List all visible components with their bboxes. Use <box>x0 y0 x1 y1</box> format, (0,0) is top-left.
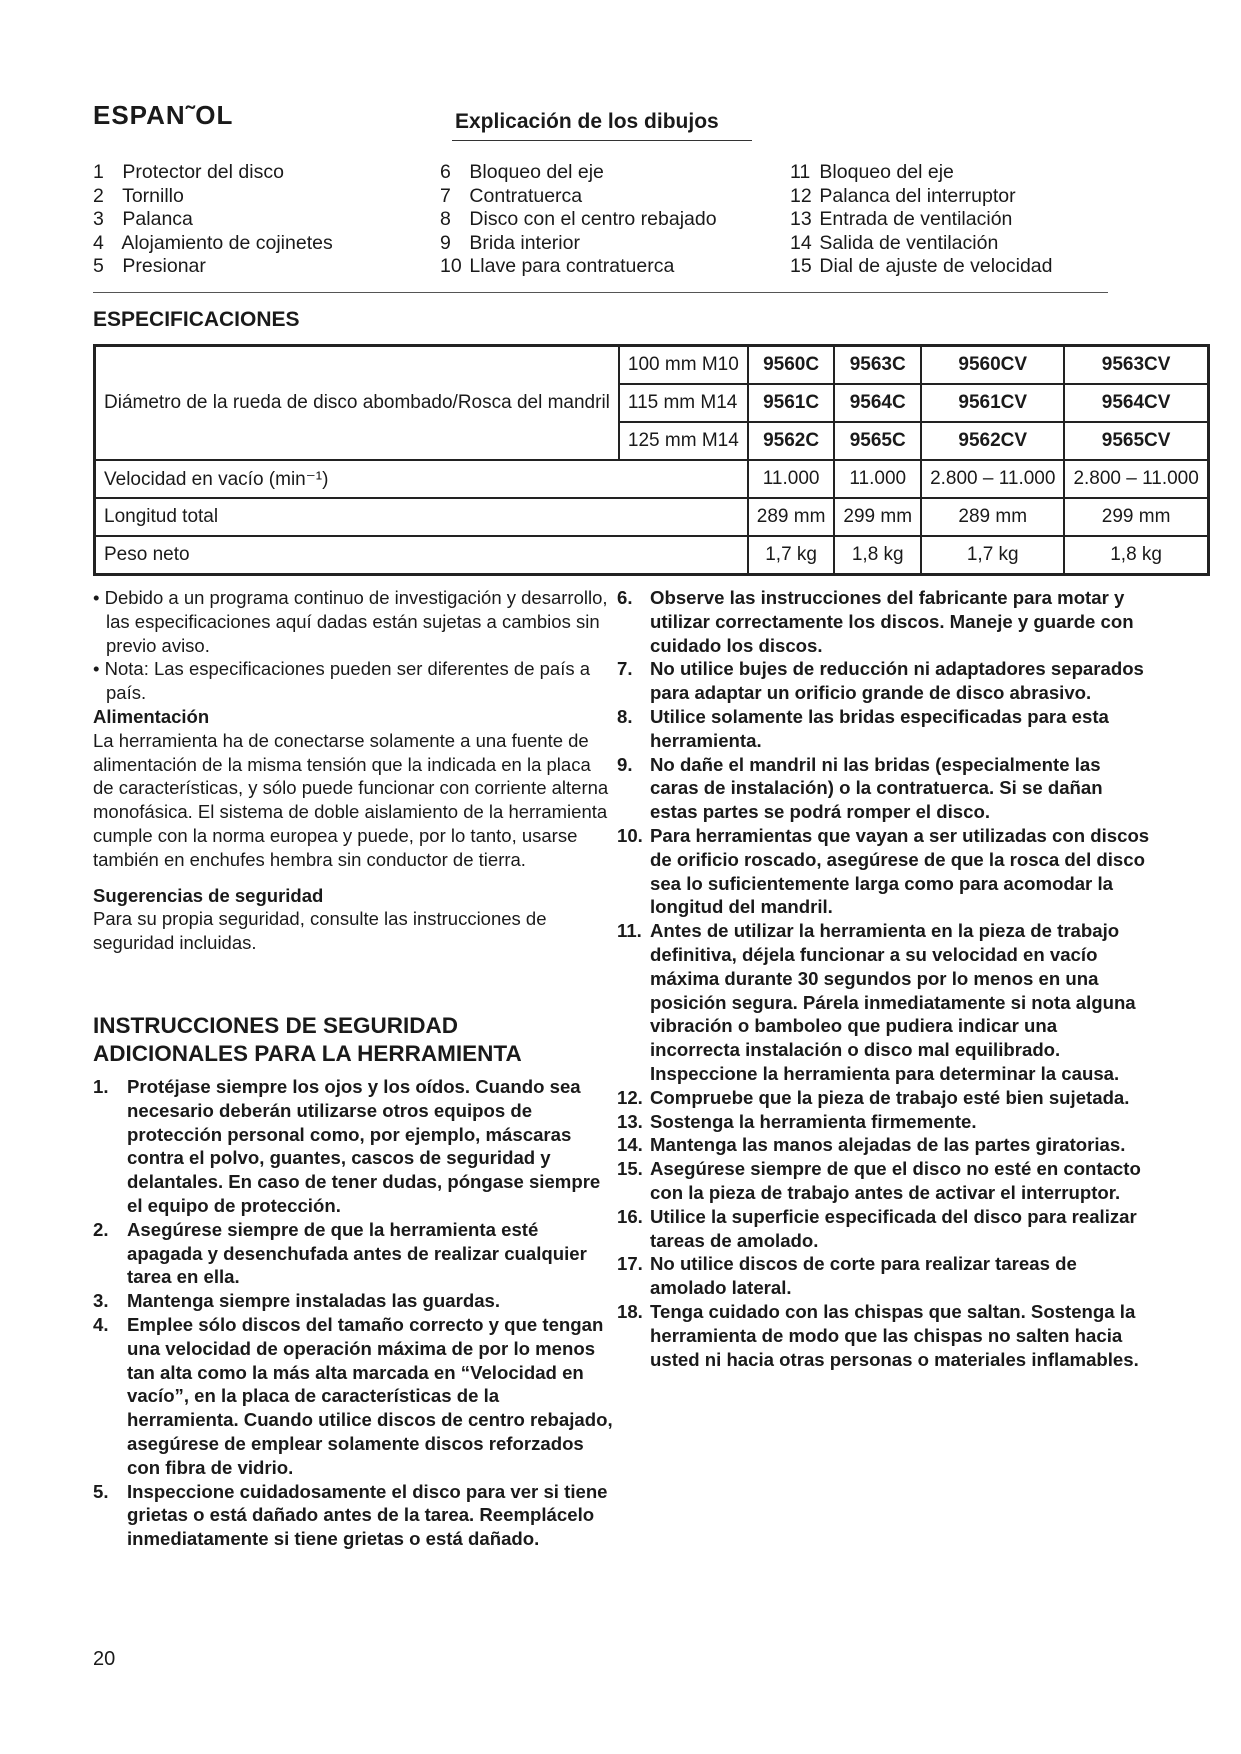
note-bullet: • Nota: Las especificaciones pueden ser diferentes de país a país. <box>93 658 591 704</box>
language-heading: ESPAN˜OL <box>93 100 234 130</box>
list-item: 5. Inspeccione cuidadosamente el disco para ver si tiene grietas o está dañado antes de la tarea. Reemplácelo inmediatamente si tiene grietas o está dañado. <box>93 1480 608 1550</box>
table-row <box>95 536 1209 575</box>
model-cell: 9564CV <box>1064 384 1208 422</box>
legend-column-2 <box>440 161 717 279</box>
model-cell: 9564C <box>834 384 921 422</box>
instructions-list-left <box>93 1075 613 1551</box>
list-item: 4. Emplee sólo discos del tamaño correcto y que tengan una velocidad de operación máxima de por lo menos tan alta como la más alta marcada en “Velocidad en vacío”, en la placa de características de la herramienta. Cuando utilice discos de centro rebajado, asegúrese de emplear solamente discos reforzados con fibra de vidrio. <box>93 1313 613 1478</box>
model-cell: 9561CV <box>921 384 1064 422</box>
safety-heading: Sugerencias de seguridad <box>93 884 324 906</box>
list-item: 6. Observe las instrucciones del fabricante para motar y utilizar correctamente los discos. Maneje y guarde con cuidado los discos. <box>617 587 1134 656</box>
speed-cell: 11.000 <box>748 460 835 498</box>
title-underline <box>452 140 752 141</box>
weight-cell: 1,7 kg <box>921 536 1064 575</box>
list-item: 9. No dañe el mandril ni las bridas (especialmente las caras de instalación) o la contratuerca. Si se dañan estas partes se podrá romper el disco. <box>617 753 1103 823</box>
legend-item: 6 Bloqueo del eje <box>440 161 604 183</box>
legend-item: 1 Protector del disco <box>93 161 284 183</box>
length-cell: 299 mm <box>1064 498 1208 536</box>
size-cell: 100 mm M10 <box>619 346 748 385</box>
weight-cell: 1,8 kg <box>1064 536 1208 575</box>
table-row <box>95 460 1209 498</box>
page-number: 20 <box>93 1648 116 1670</box>
list-item: 16. Utilice la superficie especificada del disco para realizar tareas de amolado. <box>617 1205 1137 1251</box>
list-item: 1. Protéjase siempre los ojos y los oídos. Cuando sea necesario deberán utilizarse otros equipos de protección personal como, por ejemplo, máscaras contra el polvo, guantes, cascos de seguridad y delantales. En caso de tener dudas, póngase siempre el equipo de protección. <box>93 1076 601 1216</box>
model-cell: 9562C <box>748 422 835 460</box>
legend-item: 3 Palanca <box>93 208 193 230</box>
model-cell: 9560CV <box>921 346 1064 385</box>
list-item: 2. Asegúrese siempre de que la herramienta esté apagada y desenchufada antes de realizar cualquier tarea en ella. <box>93 1218 587 1288</box>
list-item: 3. Mantenga siempre instaladas las guardas. <box>93 1290 501 1312</box>
size-cell: 125 mm M14 <box>619 422 748 460</box>
legend-item: 12 Palanca del interruptor <box>790 184 1016 207</box>
length-cell: 299 mm <box>834 498 921 536</box>
safety-text: Para su propia seguridad, consulte las instrucciones de seguridad incluidas. <box>93 908 547 954</box>
list-item: 8. Utilice solamente las bridas especificadas para esta herramienta. <box>617 705 1109 751</box>
list-item: 15. Asegúrese siempre de que el disco no esté en contacto con la pieza de trabajo antes de activar el interruptor. <box>617 1158 1141 1203</box>
list-item: 10. Para herramientas que vayan a ser utilizadas con discos de orificio roscado, asegúrese de que la rosca del disco sea lo suficientemente larga como para acomodar la longitud del mandril. <box>617 824 1150 918</box>
legend-item: 11 Bloqueo del eje <box>790 161 954 183</box>
model-cell: 9563C <box>834 346 921 385</box>
legend-item: 15 Dial de ajuste de velocidad <box>790 255 1053 277</box>
specifications-title: ESPECIFICACIONES <box>93 308 300 331</box>
length-cell: 289 mm <box>921 498 1064 536</box>
specifications-table <box>93 344 1210 576</box>
legend-item: 10 Llave para contratuerca <box>440 255 675 277</box>
legend-item: 9 Brida interior <box>440 231 580 254</box>
length-cell: 289 mm <box>748 498 835 536</box>
table-row <box>95 498 1209 536</box>
legend-item: 7 Contratuerca <box>440 184 583 207</box>
legend-item: 5 Presionar <box>93 255 206 277</box>
size-cell: 115 mm M14 <box>619 384 748 422</box>
model-cell: 9565C <box>834 422 921 460</box>
legend-item: 14 Salida de ventilación <box>790 231 999 254</box>
speed-cell: 2.800 – 11.000 <box>1064 460 1208 498</box>
legend-item: 13 Entrada de ventilación <box>790 208 1013 230</box>
model-cell: 9560C <box>748 346 835 385</box>
weight-cell: 1,7 kg <box>748 536 835 575</box>
model-cell: 9561C <box>748 384 835 422</box>
legend-item: 8 Disco con el centro rebajado <box>440 208 717 230</box>
speed-cell: 11.000 <box>834 460 921 498</box>
length-label: Longitud total <box>95 498 748 536</box>
list-item: 12. Compruebe que la pieza de trabajo esté bien sujetada. <box>617 1086 1130 1108</box>
list-item: 18. Tenga cuidado con las chispas que saltan. Sostenga la herramienta de modo que las chispas no salten hacia usted ni hacia otras personas o materiales inflamables. <box>617 1300 1139 1370</box>
power-text: La herramienta ha de conectarse solamente a una fuente de alimentación de la misma tensión que la indicada en la placa de características, y sólo puede funcionar con corriente alterna monofásica. El sistema de doble aislamiento de la herramienta cumple con la norma europea y puede, por lo tanto, usarse también en enchufes hembra sin conductor de tierra. <box>93 729 609 870</box>
legend-column-1 <box>93 161 333 279</box>
speed-cell: 2.800 – 11.000 <box>921 460 1064 498</box>
instructions-heading: INSTRUCCIONES DE SEGURIDAD ADICIONALES PARA LA HERRAMIENTA <box>93 1013 522 1066</box>
power-heading: Alimentación <box>93 705 210 727</box>
instructions-list-right <box>617 586 1152 1371</box>
divider <box>93 292 1108 293</box>
weight-label: Peso neto <box>95 536 748 575</box>
model-cell: 9562CV <box>921 422 1064 460</box>
speed-label: Velocidad en vacío (min⁻¹) <box>95 460 748 498</box>
diameter-label: Diámetro de la rueda de disco abombado/Rosca del mandril <box>95 346 619 461</box>
note-bullet: • Debido a un programa continuo de investigación y desarrollo, las especificaciones aquí dadas están sujetas a cambios sin previo aviso. <box>93 587 608 656</box>
notes-block <box>93 586 613 955</box>
legend-item: 2 Tornillo <box>93 184 184 207</box>
model-cell: 9565CV <box>1064 422 1208 460</box>
list-item: 7. No utilice bujes de reducción ni adaptadores separados para adaptar un orificio grande de disco abrasivo. <box>617 658 1144 704</box>
table-row <box>95 346 1209 385</box>
model-cell: 9563CV <box>1064 346 1208 385</box>
list-item: 14. Mantenga las manos alejadas de las partes giratorias. <box>617 1134 1126 1156</box>
weight-cell: 1,8 kg <box>834 536 921 575</box>
list-item: 11. Antes de utilizar la herramienta en la pieza de trabajo definitiva, déjela funcionar a su velocidad en vacío máxima durante 30 segundos por lo menos en una posición segura. Párela inmediatamente si nota alguna vibración o bamboleo que pudiera indicar una incorrecta instalación o disco mal equilibrado. Inspeccione la herramienta para determinar la causa. <box>617 920 1136 1084</box>
list-item: 17. No utilice discos de corte para realizar tareas de amolado lateral. <box>617 1253 1077 1299</box>
legend-item: 4 Alojamiento de cojinetes <box>93 231 333 254</box>
drawings-explanation-title: Explicación de los dibujos <box>455 110 719 133</box>
list-item: 13. Sostenga la herramienta firmemente. <box>617 1110 977 1132</box>
legend-column-3 <box>790 161 1053 279</box>
